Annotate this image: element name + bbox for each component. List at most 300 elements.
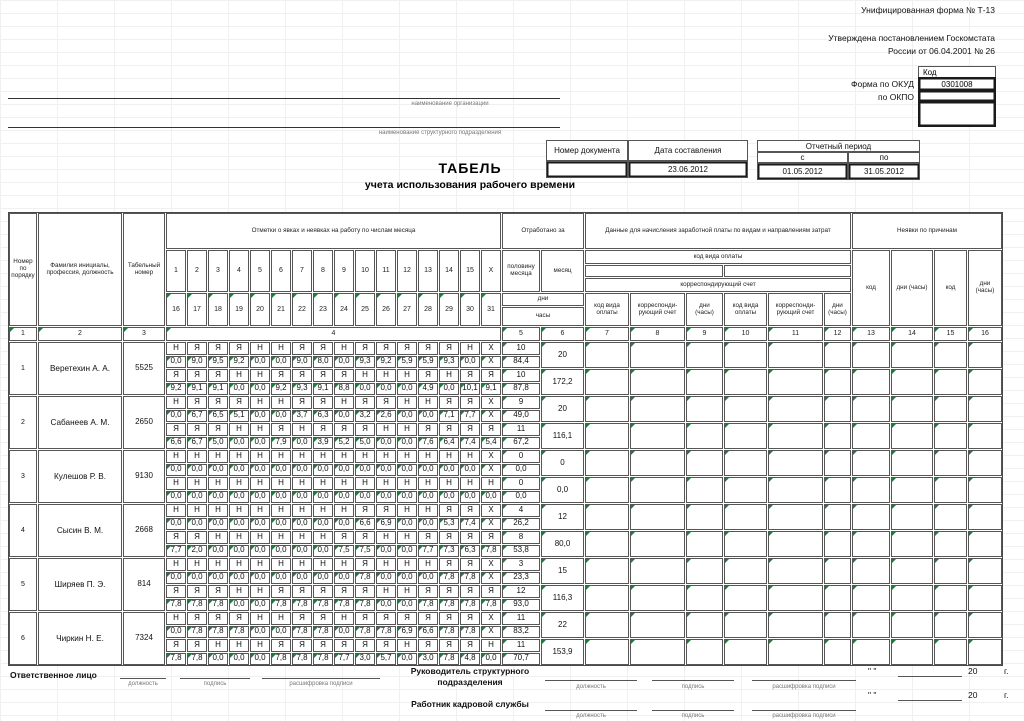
day-mark-cell[interactable]: Я — [292, 612, 312, 625]
day-hours-cell[interactable]: 0,0 — [166, 572, 186, 585]
pay-data-empty-cell[interactable] — [585, 639, 629, 665]
day-mark-cell[interactable]: Я — [313, 369, 333, 382]
day-mark-cell[interactable]: Н — [376, 531, 396, 544]
day-hours-cell[interactable]: 0,0 — [418, 518, 438, 531]
pay-data-empty-cell[interactable] — [585, 477, 629, 503]
day-mark-cell[interactable]: Н — [271, 531, 291, 544]
absence-empty-cell[interactable] — [852, 639, 890, 665]
head-signature-line[interactable] — [652, 680, 734, 681]
day-mark-cell[interactable]: Я — [376, 396, 396, 409]
month-hours-cell[interactable]: 153,9 — [541, 639, 584, 665]
day-mark-cell[interactable]: Н — [166, 342, 186, 355]
day-mark-cell[interactable]: Я — [439, 396, 459, 409]
day-hours-cell[interactable]: 7,8 — [208, 626, 228, 639]
pay-data-empty-cell[interactable] — [686, 369, 723, 395]
pay-data-empty-cell[interactable] — [585, 342, 629, 368]
absence-empty-cell[interactable] — [934, 396, 967, 422]
day-hours-cell[interactable]: 6,3 — [313, 410, 333, 423]
day-mark-cell[interactable]: Н — [208, 450, 228, 463]
day-mark-cell[interactable]: Н — [166, 504, 186, 517]
day-hours-cell[interactable]: 0,0 — [376, 545, 396, 558]
day-hours-cell[interactable]: 0,0 — [418, 410, 438, 423]
day-mark-cell[interactable]: Я — [418, 531, 438, 544]
day-hours-cell[interactable]: 0,0 — [229, 572, 249, 585]
day-hours-cell[interactable]: 6,9 — [376, 518, 396, 531]
day-hours-cell[interactable]: Х — [481, 410, 501, 423]
day-mark-cell[interactable]: Н — [313, 450, 333, 463]
absence-empty-cell[interactable] — [934, 585, 967, 611]
day-mark-cell[interactable]: Н — [250, 531, 270, 544]
day-mark-cell[interactable]: Н — [250, 558, 270, 571]
day-hours-cell[interactable]: 0,0 — [292, 545, 312, 558]
day-hours-cell[interactable]: 0,0 — [208, 545, 228, 558]
day-mark-cell[interactable]: Я — [481, 585, 501, 598]
day-mark-cell[interactable]: Н — [250, 612, 270, 625]
day-hours-cell[interactable]: 0,0 — [397, 572, 417, 585]
day-mark-cell[interactable]: Н — [187, 558, 207, 571]
day-mark-cell[interactable]: Я — [355, 504, 375, 517]
absence-empty-cell[interactable] — [968, 450, 1002, 476]
pay-data-empty-cell[interactable] — [630, 369, 685, 395]
day-hours-cell[interactable]: 0,0 — [334, 518, 354, 531]
day-hours-cell[interactable]: 3,2 — [355, 410, 375, 423]
day-mark-cell[interactable]: Я — [460, 531, 480, 544]
day-hours-cell[interactable]: 0,0 — [397, 545, 417, 558]
day-mark-cell[interactable]: Я — [355, 531, 375, 544]
day-mark-cell[interactable]: Н — [397, 369, 417, 382]
pay-data-empty-cell[interactable] — [724, 531, 767, 557]
day-mark-cell[interactable]: Н — [250, 342, 270, 355]
day-hours-cell[interactable]: 7,8 — [292, 599, 312, 612]
day-mark-cell[interactable]: Н — [250, 504, 270, 517]
employee-name-cell[interactable]: Кулешов Р. В. — [38, 450, 122, 503]
day-mark-cell[interactable]: Я — [460, 585, 480, 598]
day-hours-cell[interactable]: 2,6 — [376, 410, 396, 423]
day-hours-cell[interactable]: 7,8 — [271, 599, 291, 612]
day-hours-cell[interactable]: 3,0 — [418, 653, 438, 666]
absence-empty-cell[interactable] — [891, 639, 933, 665]
day-mark-cell[interactable]: Я — [481, 531, 501, 544]
day-hours-cell[interactable]: 4,9 — [418, 383, 438, 396]
day-mark-cell[interactable]: Я — [460, 369, 480, 382]
day-hours-cell[interactable]: 0,0 — [250, 437, 270, 450]
day-hours-cell[interactable]: 0,0 — [208, 464, 228, 477]
day-hours-cell[interactable]: 0,0 — [271, 356, 291, 369]
day-mark-cell[interactable]: Н — [397, 423, 417, 436]
absence-empty-cell[interactable] — [852, 531, 890, 557]
day-mark-cell[interactable]: Н — [187, 477, 207, 490]
day-mark-cell[interactable]: Я — [187, 342, 207, 355]
pay-data-empty-cell[interactable] — [768, 585, 823, 611]
day-mark-cell[interactable]: Я — [460, 639, 480, 652]
day-mark-cell[interactable]: Я — [313, 342, 333, 355]
day-hours-cell[interactable]: 5,3 — [439, 518, 459, 531]
half-month-hours-cell[interactable]: 49,0 — [502, 410, 540, 423]
day-hours-cell[interactable]: 0,0 — [355, 464, 375, 477]
day-hours-cell[interactable]: 9,5 — [208, 356, 228, 369]
day-hours-cell[interactable]: 0,0 — [250, 653, 270, 666]
day-hours-cell[interactable]: 0,0 — [229, 491, 249, 504]
pay-data-empty-cell[interactable] — [686, 585, 723, 611]
day-mark-cell[interactable]: Х — [481, 396, 501, 409]
month-hours-cell[interactable]: 116,3 — [541, 585, 584, 611]
day-mark-cell[interactable]: Я — [292, 585, 312, 598]
day-mark-cell[interactable]: Я — [313, 612, 333, 625]
day-hours-cell[interactable]: 7,8 — [481, 545, 501, 558]
day-hours-cell[interactable]: 9,2 — [166, 383, 186, 396]
day-mark-cell[interactable]: Н — [271, 504, 291, 517]
day-mark-cell[interactable]: Н — [229, 423, 249, 436]
day-hours-cell[interactable]: 7,8 — [166, 653, 186, 666]
absence-empty-cell[interactable] — [891, 612, 933, 638]
employee-name-cell[interactable]: Веретехин А. А. — [38, 342, 122, 395]
day-mark-cell[interactable]: Н — [187, 504, 207, 517]
half-month-days-cell[interactable]: 11 — [502, 423, 540, 436]
day-mark-cell[interactable]: Я — [397, 342, 417, 355]
day-mark-cell[interactable]: Я — [292, 396, 312, 409]
pay-data-empty-cell[interactable] — [724, 612, 767, 638]
day-mark-cell[interactable]: Я — [418, 342, 438, 355]
day-hours-cell[interactable]: 9,1 — [313, 383, 333, 396]
day-hours-cell[interactable]: 0,0 — [229, 518, 249, 531]
day-mark-cell[interactable]: Я — [187, 423, 207, 436]
pay-data-empty-cell[interactable] — [768, 423, 823, 449]
pay-data-empty-cell[interactable] — [630, 450, 685, 476]
day-hours-cell[interactable]: 7,9 — [271, 437, 291, 450]
day-mark-cell[interactable]: Я — [229, 396, 249, 409]
day-hours-cell[interactable]: 0,0 — [250, 518, 270, 531]
day-hours-cell[interactable]: 6,6 — [166, 437, 186, 450]
day-hours-cell[interactable]: 0,0 — [334, 626, 354, 639]
pay-data-empty-cell[interactable] — [630, 396, 685, 422]
day-mark-cell[interactable]: Н — [418, 558, 438, 571]
day-hours-cell[interactable]: 0,0 — [460, 491, 480, 504]
day-mark-cell[interactable]: Я — [418, 639, 438, 652]
employee-tab-number-cell[interactable]: 2668 — [123, 504, 165, 557]
date-fill-line[interactable] — [898, 700, 962, 701]
pay-data-empty-cell[interactable] — [824, 396, 851, 422]
day-mark-cell[interactable]: Я — [418, 423, 438, 436]
half-month-days-cell[interactable]: 3 — [502, 558, 540, 571]
day-mark-cell[interactable]: Н — [229, 531, 249, 544]
pay-data-empty-cell[interactable] — [686, 639, 723, 665]
absence-empty-cell[interactable] — [968, 612, 1002, 638]
day-mark-cell[interactable]: Н — [292, 477, 312, 490]
day-mark-cell[interactable]: Н — [313, 558, 333, 571]
absence-empty-cell[interactable] — [891, 477, 933, 503]
pay-data-empty-cell[interactable] — [824, 531, 851, 557]
head-position-line[interactable] — [545, 680, 637, 681]
employee-tab-number-cell[interactable]: 9130 — [123, 450, 165, 503]
day-hours-cell[interactable]: 0,0 — [334, 356, 354, 369]
pay-data-empty-cell[interactable] — [686, 504, 723, 530]
day-hours-cell[interactable]: 0,0 — [334, 572, 354, 585]
day-mark-cell[interactable]: Я — [376, 612, 396, 625]
period-to-value[interactable]: 31.05.2012 — [848, 163, 920, 180]
employee-tab-number-cell[interactable]: 814 — [123, 558, 165, 611]
day-hours-cell[interactable]: 0,0 — [208, 491, 228, 504]
day-hours-cell[interactable]: 0,0 — [292, 464, 312, 477]
department-name-line[interactable] — [8, 127, 560, 128]
day-hours-cell[interactable]: 0,0 — [166, 518, 186, 531]
pay-data-empty-cell[interactable] — [724, 342, 767, 368]
day-hours-cell[interactable]: 0,0 — [439, 383, 459, 396]
day-hours-cell[interactable]: 0,0 — [208, 572, 228, 585]
day-mark-cell[interactable]: Х — [481, 504, 501, 517]
pay-data-empty-cell[interactable] — [630, 477, 685, 503]
day-hours-cell[interactable]: 9,3 — [355, 356, 375, 369]
day-hours-cell[interactable]: 0,0 — [250, 626, 270, 639]
day-mark-cell[interactable]: Н — [271, 450, 291, 463]
day-hours-cell[interactable]: 0,0 — [187, 464, 207, 477]
day-hours-cell[interactable]: 0,0 — [334, 410, 354, 423]
pay-data-empty-cell[interactable] — [585, 423, 629, 449]
absence-empty-cell[interactable] — [934, 477, 967, 503]
day-hours-cell[interactable]: 6,3 — [460, 545, 480, 558]
day-mark-cell[interactable]: Я — [418, 612, 438, 625]
absence-empty-cell[interactable] — [891, 558, 933, 584]
absence-empty-cell[interactable] — [852, 423, 890, 449]
day-hours-cell[interactable]: 0,0 — [397, 653, 417, 666]
day-mark-cell[interactable]: Я — [334, 423, 354, 436]
pay-data-empty-cell[interactable] — [824, 612, 851, 638]
pay-data-empty-cell[interactable] — [686, 558, 723, 584]
day-hours-cell[interactable]: 7,8 — [208, 599, 228, 612]
pay-data-empty-cell[interactable] — [630, 342, 685, 368]
half-month-hours-cell[interactable]: 26,2 — [502, 518, 540, 531]
pay-data-empty-cell[interactable] — [630, 423, 685, 449]
day-mark-cell[interactable]: Я — [166, 423, 186, 436]
day-mark-cell[interactable]: Н — [460, 342, 480, 355]
day-mark-cell[interactable]: Н — [313, 504, 333, 517]
month-hours-cell[interactable]: 80,0 — [541, 531, 584, 557]
pay-data-empty-cell[interactable] — [630, 612, 685, 638]
day-hours-cell[interactable]: 0,0 — [292, 518, 312, 531]
day-hours-cell[interactable]: 7,8 — [187, 653, 207, 666]
day-hours-cell[interactable]: Х — [481, 626, 501, 639]
pay-data-empty-cell[interactable] — [824, 423, 851, 449]
day-mark-cell[interactable]: Н — [355, 477, 375, 490]
day-mark-cell[interactable]: Я — [460, 612, 480, 625]
day-hours-cell[interactable]: 0,0 — [292, 491, 312, 504]
day-hours-cell[interactable]: 6,7 — [187, 410, 207, 423]
period-from-value[interactable]: 01.05.2012 — [757, 163, 848, 180]
absence-empty-cell[interactable] — [891, 531, 933, 557]
day-hours-cell[interactable]: 0,0 — [250, 491, 270, 504]
day-mark-cell[interactable]: Я — [271, 369, 291, 382]
absence-empty-cell[interactable] — [968, 531, 1002, 557]
day-hours-cell[interactable]: 7,8 — [229, 626, 249, 639]
half-month-hours-cell[interactable]: 0,0 — [502, 464, 540, 477]
absence-empty-cell[interactable] — [968, 558, 1002, 584]
month-hours-cell[interactable]: 0,0 — [541, 477, 584, 503]
pay-data-empty-cell[interactable] — [768, 504, 823, 530]
pay-data-empty-cell[interactable] — [585, 504, 629, 530]
day-hours-cell[interactable]: 7,8 — [439, 626, 459, 639]
day-hours-cell[interactable]: 9,1 — [187, 383, 207, 396]
day-mark-cell[interactable]: Я — [334, 585, 354, 598]
day-hours-cell[interactable]: 4,8 — [460, 653, 480, 666]
day-hours-cell[interactable]: 0,0 — [313, 464, 333, 477]
day-hours-cell[interactable]: 0,0 — [481, 653, 501, 666]
day-mark-cell[interactable]: Я — [313, 639, 333, 652]
day-mark-cell[interactable]: Н — [229, 369, 249, 382]
half-month-days-cell[interactable]: 0 — [502, 477, 540, 490]
day-mark-cell[interactable]: Я — [376, 342, 396, 355]
day-hours-cell[interactable]: 7,8 — [460, 626, 480, 639]
day-hours-cell[interactable]: 0,0 — [376, 572, 396, 585]
day-hours-cell[interactable]: 0,0 — [271, 545, 291, 558]
day-mark-cell[interactable]: Я — [334, 369, 354, 382]
day-mark-cell[interactable]: Я — [418, 585, 438, 598]
employee-name-cell[interactable]: Сабанеев А. М. — [38, 396, 122, 449]
month-days-cell[interactable]: 15 — [541, 558, 584, 584]
half-month-days-cell[interactable]: 10 — [502, 342, 540, 355]
day-hours-cell[interactable]: 0,0 — [439, 464, 459, 477]
day-hours-cell[interactable]: 0,0 — [166, 356, 186, 369]
day-mark-cell[interactable]: Я — [208, 612, 228, 625]
pay-data-empty-cell[interactable] — [724, 558, 767, 584]
pay-data-empty-cell[interactable] — [824, 450, 851, 476]
day-hours-cell[interactable]: 7,8 — [439, 572, 459, 585]
day-mark-cell[interactable]: Н — [376, 477, 396, 490]
day-mark-cell[interactable]: Я — [166, 369, 186, 382]
day-mark-cell[interactable]: Я — [187, 396, 207, 409]
absence-empty-cell[interactable] — [934, 612, 967, 638]
day-hours-cell[interactable]: 5,7 — [376, 653, 396, 666]
absence-empty-cell[interactable] — [891, 585, 933, 611]
day-mark-cell[interactable]: Н — [418, 450, 438, 463]
day-hours-cell[interactable]: 0,0 — [418, 491, 438, 504]
half-month-days-cell[interactable]: 12 — [502, 585, 540, 598]
day-hours-cell[interactable]: 0,0 — [250, 464, 270, 477]
day-hours-cell[interactable]: 9,3 — [439, 356, 459, 369]
day-mark-cell[interactable]: Я — [208, 396, 228, 409]
day-hours-cell[interactable]: 7,8 — [166, 599, 186, 612]
absence-empty-cell[interactable] — [852, 612, 890, 638]
absence-empty-cell[interactable] — [934, 639, 967, 665]
day-mark-cell[interactable]: Н — [250, 369, 270, 382]
day-mark-cell[interactable]: Я — [271, 639, 291, 652]
pay-data-empty-cell[interactable] — [768, 612, 823, 638]
day-mark-cell[interactable]: Н — [250, 585, 270, 598]
pay-data-empty-cell[interactable] — [630, 504, 685, 530]
pay-data-empty-cell[interactable] — [585, 531, 629, 557]
day-hours-cell[interactable]: 0,0 — [313, 491, 333, 504]
month-days-cell[interactable]: 12 — [541, 504, 584, 530]
day-hours-cell[interactable]: 5,0 — [355, 437, 375, 450]
day-hours-cell[interactable]: 0,0 — [334, 491, 354, 504]
day-hours-cell[interactable]: Х — [481, 518, 501, 531]
day-hours-cell[interactable]: 7,8 — [355, 572, 375, 585]
pay-data-empty-cell[interactable] — [768, 477, 823, 503]
day-hours-cell[interactable]: 7,8 — [271, 653, 291, 666]
day-hours-cell[interactable]: 0,0 — [313, 545, 333, 558]
pay-data-empty-cell[interactable] — [768, 342, 823, 368]
absence-empty-cell[interactable] — [934, 342, 967, 368]
half-month-hours-cell[interactable]: 67,2 — [502, 437, 540, 450]
day-mark-cell[interactable]: Н — [187, 450, 207, 463]
day-mark-cell[interactable]: Н — [460, 450, 480, 463]
day-hours-cell[interactable]: 7,8 — [313, 626, 333, 639]
day-hours-cell[interactable]: 6,6 — [418, 626, 438, 639]
day-hours-cell[interactable]: 0,0 — [355, 491, 375, 504]
pay-data-empty-cell[interactable] — [630, 531, 685, 557]
pay-data-empty-cell[interactable] — [686, 423, 723, 449]
pay-data-empty-cell[interactable] — [585, 558, 629, 584]
day-hours-cell[interactable]: 0,0 — [229, 383, 249, 396]
day-mark-cell[interactable]: Н — [418, 396, 438, 409]
day-mark-cell[interactable]: Н — [460, 477, 480, 490]
day-hours-cell[interactable]: 0,0 — [397, 437, 417, 450]
day-hours-cell[interactable]: 0,0 — [271, 410, 291, 423]
day-hours-cell[interactable]: 9,2 — [271, 383, 291, 396]
day-mark-cell[interactable]: Н — [229, 450, 249, 463]
absence-empty-cell[interactable] — [934, 504, 967, 530]
absence-empty-cell[interactable] — [852, 504, 890, 530]
day-hours-cell[interactable]: 7,4 — [460, 437, 480, 450]
okud-value-cell[interactable]: 0301008 — [918, 77, 996, 91]
absence-empty-cell[interactable] — [968, 396, 1002, 422]
hr-signature-line[interactable] — [652, 710, 734, 711]
day-mark-cell[interactable]: Я — [208, 423, 228, 436]
day-mark-cell[interactable]: Н — [334, 342, 354, 355]
half-month-hours-cell[interactable]: 83,2 — [502, 626, 540, 639]
day-hours-cell[interactable]: 0,0 — [397, 464, 417, 477]
day-mark-cell[interactable]: Я — [355, 639, 375, 652]
day-hours-cell[interactable]: 0,0 — [250, 572, 270, 585]
day-mark-cell[interactable]: Н — [250, 477, 270, 490]
day-mark-cell[interactable]: Н — [376, 423, 396, 436]
pay-data-empty-cell[interactable] — [768, 450, 823, 476]
day-mark-cell[interactable]: Я — [439, 504, 459, 517]
day-hours-cell[interactable]: 7,7 — [334, 653, 354, 666]
day-hours-cell[interactable]: 0,0 — [397, 491, 417, 504]
code-extra-cell[interactable] — [918, 101, 996, 127]
day-hours-cell[interactable]: 10,1 — [460, 383, 480, 396]
day-mark-cell[interactable]: Я — [418, 369, 438, 382]
day-mark-cell[interactable]: Я — [166, 639, 186, 652]
day-hours-cell[interactable]: Х — [481, 356, 501, 369]
day-mark-cell[interactable]: Я — [481, 423, 501, 436]
pay-data-empty-cell[interactable] — [824, 585, 851, 611]
day-hours-cell[interactable]: Х — [481, 464, 501, 477]
day-hours-cell[interactable]: 7,8 — [460, 599, 480, 612]
day-mark-cell[interactable]: Я — [187, 612, 207, 625]
day-hours-cell[interactable]: 0,0 — [208, 653, 228, 666]
day-mark-cell[interactable]: Н — [376, 450, 396, 463]
day-mark-cell[interactable]: Х — [481, 450, 501, 463]
day-mark-cell[interactable]: Я — [460, 504, 480, 517]
half-month-days-cell[interactable]: 4 — [502, 504, 540, 517]
day-hours-cell[interactable]: 7,5 — [334, 545, 354, 558]
day-mark-cell[interactable]: Я — [439, 423, 459, 436]
day-mark-cell[interactable]: Н — [292, 531, 312, 544]
day-mark-cell[interactable]: Я — [187, 639, 207, 652]
day-mark-cell[interactable]: Н — [313, 531, 333, 544]
absence-empty-cell[interactable] — [852, 450, 890, 476]
day-hours-cell[interactable]: 7,8 — [355, 599, 375, 612]
day-mark-cell[interactable]: Н — [229, 585, 249, 598]
pay-data-empty-cell[interactable] — [686, 342, 723, 368]
day-hours-cell[interactable]: 7,7 — [460, 410, 480, 423]
month-hours-cell[interactable]: 172,2 — [541, 369, 584, 395]
day-mark-cell[interactable]: Н — [292, 558, 312, 571]
absence-empty-cell[interactable] — [891, 342, 933, 368]
day-mark-cell[interactable]: Я — [439, 639, 459, 652]
day-mark-cell[interactable]: Я — [313, 423, 333, 436]
day-mark-cell[interactable]: Н — [439, 450, 459, 463]
